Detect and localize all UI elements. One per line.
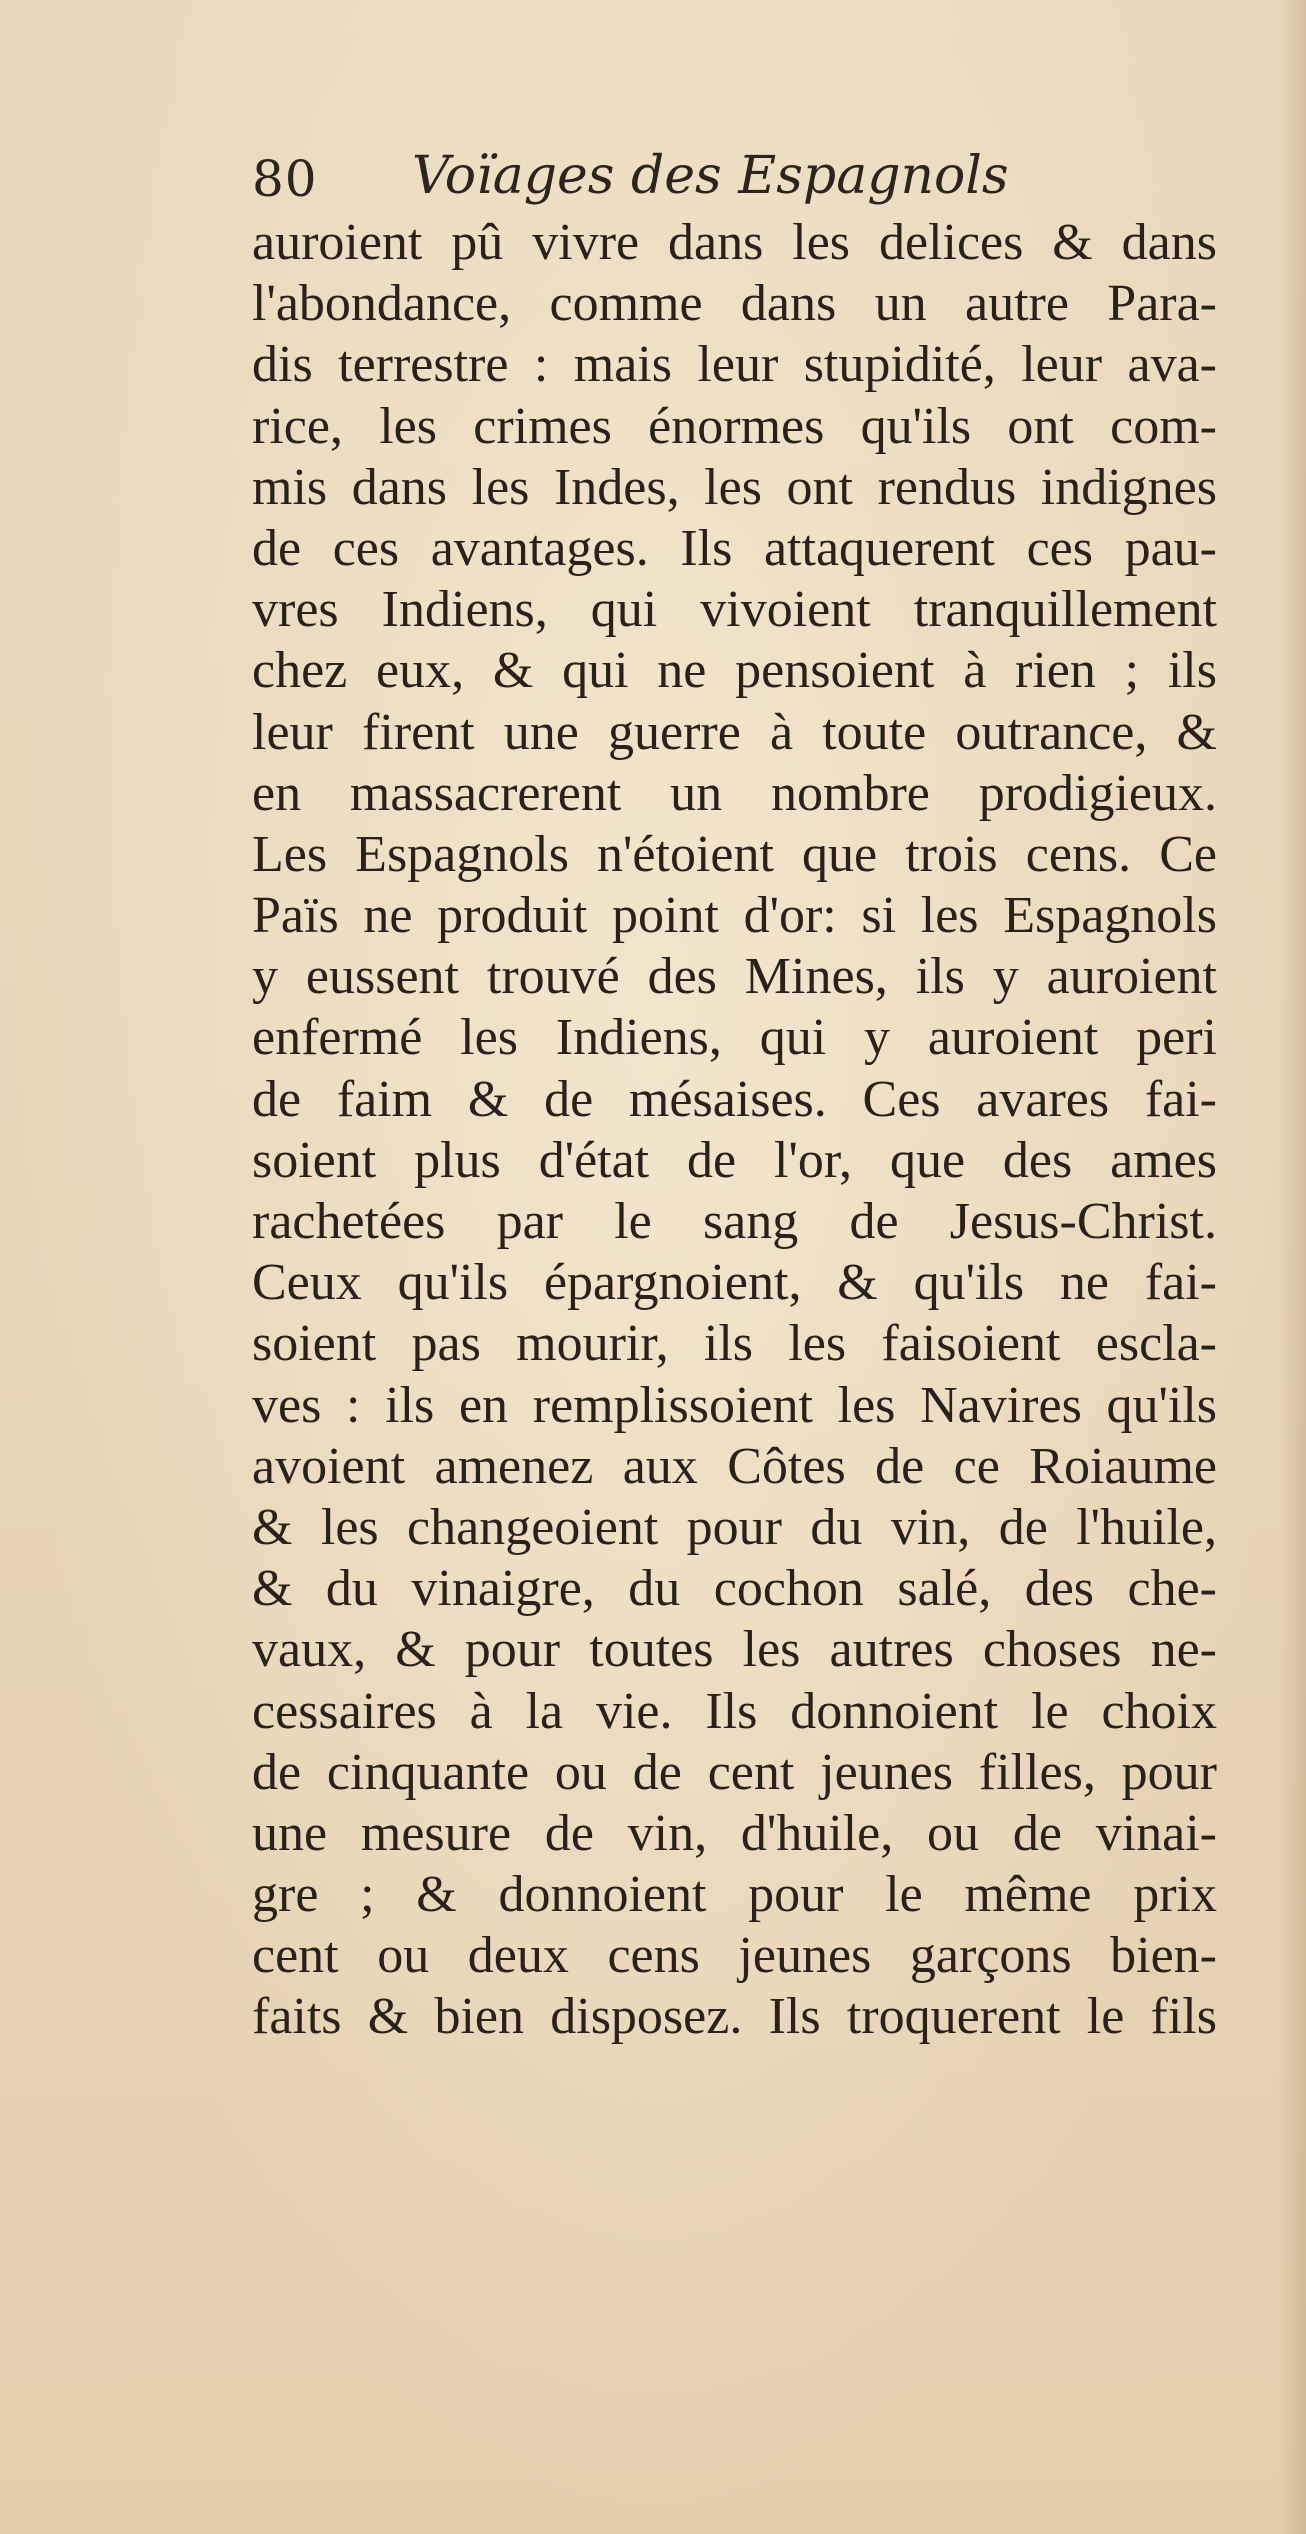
text-line: une mesure de vin, d'huile, ou de vinai-: [252, 1804, 1217, 1862]
text-line: avoient amenez aux Côtes de ce Roiaume: [252, 1437, 1217, 1495]
text-line: enfermé les Indiens, qui y auroient peri: [252, 1009, 1217, 1067]
text-line: mis dans les Indes, les ont rendus indignes: [252, 458, 1217, 516]
text-line: Les Espagnols n'étoient que trois cens. Ce: [252, 825, 1217, 883]
page-gutter-shadow: [1278, 0, 1306, 2534]
text-line: y eussent trouvé des Mines, ils y auroient: [252, 948, 1217, 1006]
text-line: Païs ne produit point d'or: si les Espagnols: [252, 887, 1217, 945]
text-line: auroient pû vivre dans les delices & dans: [252, 214, 1217, 271]
text-line: Ceux qu'ils épargnoient, & qu'ils ne fai-: [252, 1254, 1217, 1312]
text-line: chez eux, & qui ne pensoient à rien ; ils: [252, 642, 1217, 700]
text-line: soient plus d'état de l'or, que des ames: [252, 1131, 1217, 1189]
text-line: de faim & de mésaises. Ces avares fai-: [252, 1070, 1217, 1128]
text-line: de ces avantages. Ils attaquerent ces pau-: [252, 519, 1217, 577]
page-number: 80: [252, 150, 318, 208]
text-line: rachetées par le sang de Jesus-Christ.: [252, 1193, 1217, 1250]
text-line: l'abondance, comme dans un autre Para-: [252, 275, 1217, 333]
text-line: rice, les crimes énormes qu'ils ont com-: [252, 397, 1217, 455]
text-line: & du vinaigre, du cochon salé, des che-: [252, 1560, 1217, 1618]
text-line: gre ; & donnoient pour le même prix: [252, 1866, 1217, 1924]
running-title: Voïages des Espagnols: [412, 146, 1009, 206]
text-line: soient pas mourir, ils les faisoient escla-: [252, 1315, 1217, 1373]
text-line: vres Indiens, qui vivoient tranquillement: [252, 581, 1217, 639]
text-line: dis terrestre : mais leur stupidité, leur ava-: [252, 336, 1217, 394]
text-line: en massacrerent un nombre prodigieux.: [252, 764, 1217, 822]
text-line: & les changeoient pour du vin, de l'huile,: [252, 1498, 1217, 1556]
text-line: cent ou deux cens jeunes garçons bien-: [252, 1927, 1217, 1985]
text-line: de cinquante ou de cent jeunes filles, pour: [252, 1743, 1217, 1801]
body-text: [252, 212, 1217, 2048]
text-line: vaux, & pour toutes les autres choses ne-: [252, 1621, 1217, 1679]
text-line: faits & bien disposez. Ils troquerent le fils: [252, 1988, 1217, 2046]
text-line: ves : ils en remplissoient les Navires qu'ils: [252, 1376, 1217, 1434]
text-line: leur firent une guerre à toute outrance, &: [252, 703, 1217, 761]
text-line: cessaires à la vie. Ils donnoient le choix: [252, 1682, 1217, 1740]
